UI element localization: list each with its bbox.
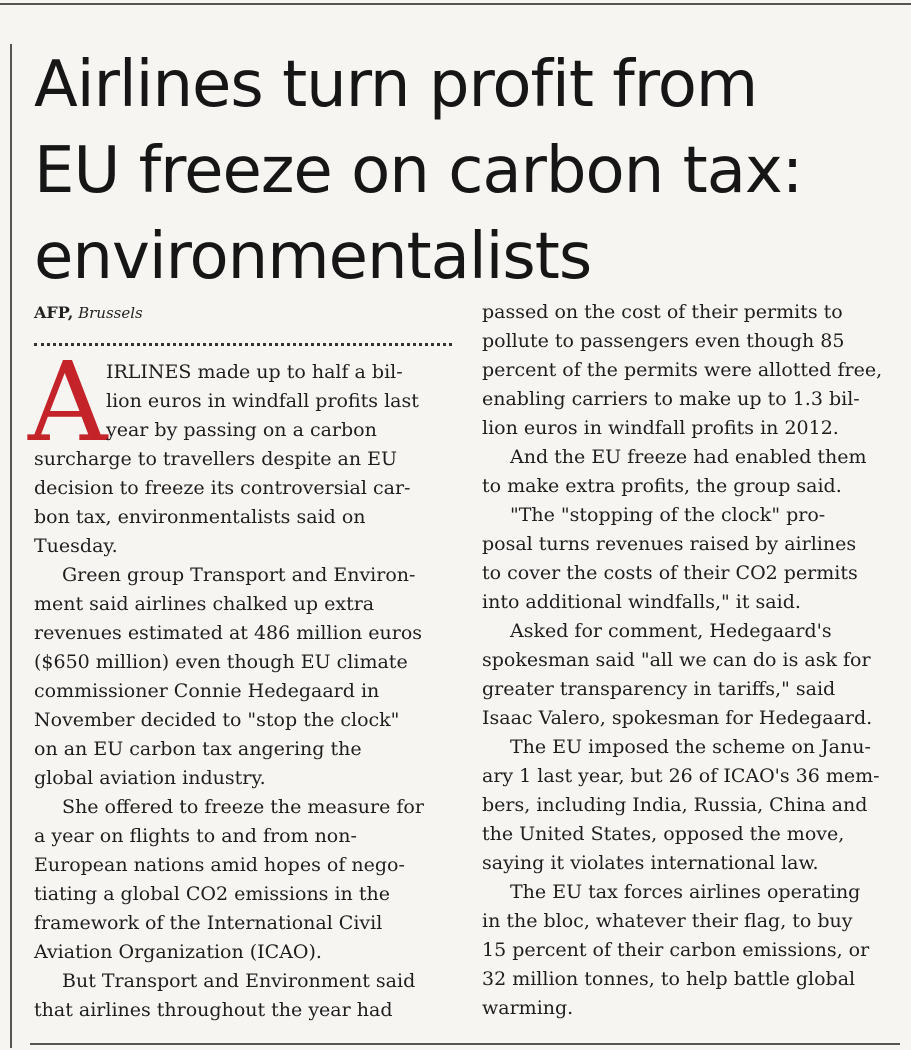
text-line: that airlines throughout the year had xyxy=(34,999,393,1021)
text-line: revenues estimated at 486 million euros xyxy=(34,622,423,644)
byline-agency: AFP, xyxy=(34,303,74,322)
paragraph xyxy=(34,793,454,967)
text-line: She offered to freeze the measure for xyxy=(62,796,424,818)
paragraph xyxy=(34,561,454,793)
text-line: enabling carriers to make up to 1.3 bil- xyxy=(482,388,860,410)
headline xyxy=(34,42,904,300)
text-line: lion euros in windfall profits in 2012. xyxy=(482,417,839,439)
text-line: percent of the permits were allotted free, xyxy=(482,359,883,381)
text-line: And the EU freeze had enabled them xyxy=(510,446,867,468)
paragraph xyxy=(482,617,902,733)
paragraph xyxy=(482,298,902,443)
paragraph xyxy=(34,358,454,561)
headline-line-1: Airlines turn profit from xyxy=(34,48,758,122)
text-line: pollute to passengers even though 85 xyxy=(482,330,845,352)
text-line: greater transparency in tariffs," said xyxy=(482,678,836,700)
text-line: Green group Transport and Environ- xyxy=(62,564,416,586)
text-line: to make extra profits, the group said. xyxy=(482,475,842,497)
paragraph xyxy=(34,967,454,1025)
text-line: ary 1 last year, but 26 of ICAO's 36 mem- xyxy=(482,765,880,787)
text-line: on an EU carbon tax angering the xyxy=(34,738,362,760)
text-line: year by passing on a carbon xyxy=(106,419,377,441)
headline-line-3: environmentalists xyxy=(34,220,592,294)
text-line: passed on the cost of their permits to xyxy=(482,301,843,323)
text-line: into additional windfalls," it said. xyxy=(482,591,801,613)
paragraph xyxy=(482,733,902,878)
text-line: 15 percent of their carbon emissions, or xyxy=(482,939,870,961)
left-column-rule xyxy=(10,44,12,1048)
text-line: The EU tax forces airlines operating xyxy=(510,881,861,903)
text-line: bers, including India, Russia, China and xyxy=(482,794,868,816)
paragraph xyxy=(482,501,902,617)
text-line: Asked for comment, Hedegaard's xyxy=(510,620,832,642)
text-line: framework of the International Civil xyxy=(34,912,383,934)
text-line: ($650 million) even though EU climate xyxy=(34,651,408,673)
text-line: Tuesday. xyxy=(34,535,118,557)
paragraph xyxy=(482,443,902,501)
text-line: bon tax, environmentalists said on xyxy=(34,506,366,528)
text-line: surcharge to travellers despite an EU xyxy=(34,448,398,470)
text-line: November decided to "stop the clock" xyxy=(34,709,400,731)
text-line: "The "stopping of the clock" pro- xyxy=(510,504,826,526)
bottom-rule xyxy=(30,1043,900,1045)
text-line: The EU imposed the scheme on Janu- xyxy=(510,736,871,758)
text-line: the United States, opposed the move, xyxy=(482,823,845,845)
text-line: spokesman said "all we can do is ask for xyxy=(482,649,871,671)
byline-city: Brussels xyxy=(78,304,143,322)
text-line: a year on flights to and from non- xyxy=(34,825,357,847)
text-line: commissioner Connie Hedegaard in xyxy=(34,680,380,702)
text-line: Aviation Organization (ICAO). xyxy=(34,941,322,963)
text-line: But Transport and Environment said xyxy=(62,970,416,992)
text-line: global aviation industry. xyxy=(34,767,266,789)
article-column-1 xyxy=(34,358,454,1025)
text-line: posal turns revenues raised by airlines xyxy=(482,533,857,555)
paragraph xyxy=(482,878,902,1023)
drop-cap: A xyxy=(28,338,108,466)
byline xyxy=(34,303,143,322)
text-line: tiating a global CO2 emissions in the xyxy=(34,883,390,905)
article-column-2 xyxy=(482,298,902,1023)
top-rule xyxy=(0,3,911,5)
text-line: lion euros in windfall profits last xyxy=(106,390,419,412)
text-line: Isaac Valero, spokesman for Hedegaard. xyxy=(482,707,873,729)
text-line: European nations amid hopes of nego- xyxy=(34,854,405,876)
text-line: saying it violates international law. xyxy=(482,852,819,874)
text-line: 32 million tonnes, to help battle global xyxy=(482,968,856,990)
headline-line-2: EU freeze on carbon tax: xyxy=(34,134,803,208)
text-line: ment said airlines chalked up extra xyxy=(34,593,375,615)
text-line: to cover the costs of their CO2 permits xyxy=(482,562,858,584)
text-line: decision to freeze its controversial car- xyxy=(34,477,411,499)
text-line: IRLINES made up to half a bil- xyxy=(106,361,403,383)
text-line: in the bloc, whatever their flag, to buy xyxy=(482,910,853,932)
text-line: warming. xyxy=(482,997,574,1019)
